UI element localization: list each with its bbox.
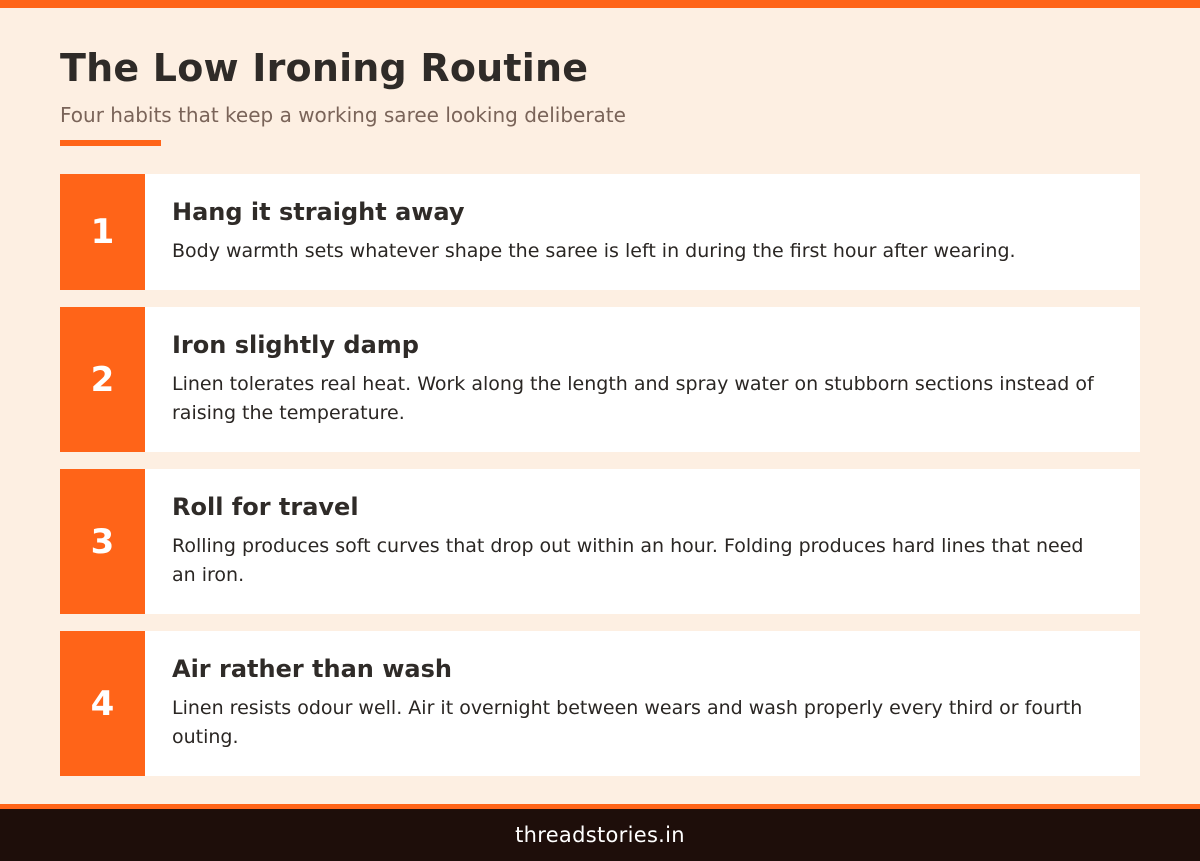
step-number-4: 4 bbox=[60, 631, 145, 776]
step-text-4: Linen resists odour well. Air it overnight between wears and wash properly every third or fourth outing. bbox=[172, 697, 1083, 748]
step-card-4 bbox=[60, 631, 1140, 776]
footer-site-name: threadstories.in bbox=[515, 823, 685, 847]
step-title-1: Hang it straight away bbox=[172, 198, 465, 226]
title-underline bbox=[60, 140, 161, 146]
step-number-3: 3 bbox=[60, 469, 145, 614]
footer bbox=[0, 809, 1200, 861]
top-accent-bar bbox=[0, 0, 1200, 8]
step-card-2 bbox=[60, 307, 1140, 452]
step-body-1 bbox=[145, 174, 1140, 290]
header bbox=[60, 44, 1140, 128]
step-number-2: 2 bbox=[60, 307, 145, 452]
step-text-1: Body warmth sets whatever shape the saree is left in during the first hour after wearing. bbox=[172, 240, 1016, 262]
step-title-4: Air rather than wash bbox=[172, 655, 452, 683]
step-body-4 bbox=[145, 631, 1140, 776]
step-body-2 bbox=[145, 307, 1140, 452]
page-title: The Low Ironing Routine bbox=[60, 46, 589, 90]
step-text-2: Linen tolerates real heat. Work along the length and spray water on stubborn sections instead of raising the temperature. bbox=[172, 373, 1094, 424]
step-number-1: 1 bbox=[60, 174, 145, 290]
page-subtitle: Four habits that keep a working saree looking deliberate bbox=[60, 103, 626, 127]
step-card-1 bbox=[60, 174, 1140, 290]
step-card-3 bbox=[60, 469, 1140, 614]
step-body-3 bbox=[145, 469, 1140, 614]
step-title-3: Roll for travel bbox=[172, 493, 359, 521]
step-title-2: Iron slightly damp bbox=[172, 331, 419, 359]
step-text-3: Rolling produces soft curves that drop out within an hour. Folding produces hard lines that need an iron. bbox=[172, 535, 1084, 586]
